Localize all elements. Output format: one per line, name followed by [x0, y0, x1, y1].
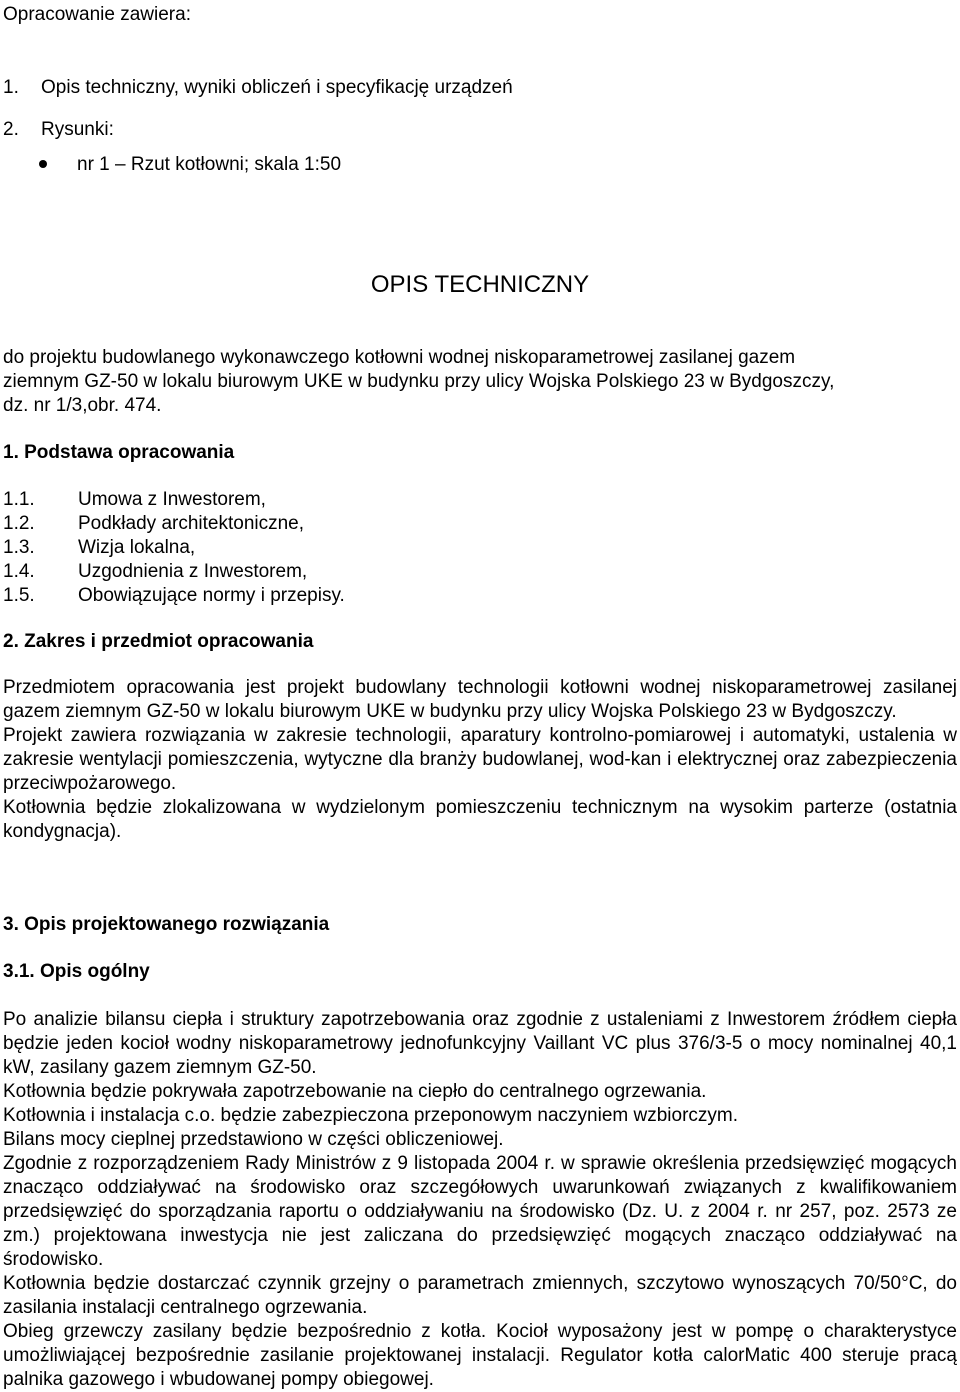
section-2-body [3, 676, 957, 844]
paragraph: Kotłownia będzie pokrywała zapotrzebowanie na ciepło do centralnego ogrzewania. [3, 1081, 707, 1102]
contents-item-number: 2. [3, 119, 19, 140]
contents-item-text: Rysunki: [41, 119, 114, 140]
intro-paragraph [3, 346, 957, 418]
paragraph: Kotłownia będzie dostarczać czynnik grzejny o parametrach zmiennych, szczytowo wynoszących 70/50°C, do zasilania instalacji centralnego ogrzewania. [3, 1273, 957, 1318]
basis-item-number: 1.4. [3, 561, 35, 582]
paragraph: Kotłownia będzie zlokalizowana w wydzielonym pomieszczeniu technicznym na wysokim parterze (ostatnia kondygnacja). [3, 797, 957, 842]
section-2-heading: 2. Zakres i przedmiot opracowania [3, 631, 314, 652]
basis-item-text: Podkłady architektoniczne, [78, 513, 305, 534]
section-3-heading: 3. Opis projektowanego rozwiązania [3, 914, 330, 935]
page-title: OPIS TECHNICZNY [370, 271, 590, 298]
basis-item-number: 1.2. [3, 513, 35, 534]
basis-item-number: 1.5. [3, 585, 35, 606]
paragraph: Projekt zawiera rozwiązania w zakresie technologii, aparatury kontrolno-pomiarowej i automatyki, ustalenia w zakresie wentylacji pomieszczenia, wytyczne dla branży budowlanej, wod-kan i elektrycznej oraz zabezpieczenia przeciwpożarowego. [3, 725, 957, 794]
paragraph: Przedmiotem opracowania jest projekt budowlany technologii kotłowni wodnej niskoparametrowej zasilanej gazem ziemnym GZ-50 w lokalu biurowym UKE w budynku przy ulicy Wojska Polskiego 23 w Bydgoszczy. [3, 677, 957, 722]
paragraph: Bilans mocy cieplnej przedstawiono w części obliczeniowej. [3, 1129, 504, 1150]
paragraph: Kotłownia i instalacja c.o. będzie zabezpieczona przeponowym naczyniem wzbiorczym. [3, 1105, 739, 1126]
basis-item-number: 1.1. [3, 489, 35, 510]
section-3-1-body [3, 1008, 957, 1392]
basis-item-number: 1.3. [3, 537, 35, 558]
basis-item-text: Uzgodnienia z Inwestorem, [78, 561, 308, 582]
contents-label: Opracowanie zawiera: [3, 4, 191, 25]
basis-item-text: Obowiązujące normy i przepisy. [78, 585, 345, 606]
intro-line: ziemnym GZ-50 w lokalu biurowym UKE w budynku przy ulicy Wojska Polskiego 23 w Bydgoszczy, [3, 371, 835, 392]
basis-item-text: Umowa z Inwestorem, [78, 489, 266, 510]
paragraph: Obieg grzewczy zasilany będzie bezpośrednio z kotła. Kocioł wyposażony jest w pompę o charakterystyce umożliwiającej bezpośrednie zasilanie projektowanej instalacji. Regulator kotła calorMatic 400 steruje pracą palnika gazowego i wbudowanej pompy obiegowej. [3, 1321, 957, 1390]
section-3-1-heading: 3.1. Opis ogólny [3, 961, 150, 982]
drawing-item: nr 1 – Rzut kotłowni; skala 1:50 [77, 154, 342, 175]
bullet-icon [39, 160, 47, 168]
intro-line: do projektu budowlanego wykonawczego kotłowni wodnej niskoparametrowej zasilanej gazem [3, 347, 796, 368]
paragraph: Zgodnie z rozporządzeniem Rady Ministrów z 9 listopada 2004 r. w sprawie określenia przedsięwzięć mogących znacząco oddziaływać na środowisko oraz szczegółowych uwarunkowań związanych z kwalifikowaniem przedsięwzięć do sporządzania raportu o oddziaływaniu na środowisko (Dz. U. z 2004 r. nr 257, poz. 2573 ze zm.) projektowana inwestycja nie jest zaliczana do przedsięwzięć mogących znacząco oddziaływać na środowisko. [3, 1153, 957, 1270]
contents-item-number: 1. [3, 77, 19, 98]
paragraph: Po analizie bilansu ciepła i struktury zapotrzebowania oraz zgodnie z ustaleniami z Inwestorem źródłem ciepła będzie jeden kocioł wodny niskoparametrowy jednofunkcyjny Vaillant VC plus 376/3-5 o mocy nominalnej 40,1 kW, zasilany gazem ziemnym GZ-50. [3, 1009, 957, 1078]
contents-item-text: Opis techniczny, wyniki obliczeń i specyfikację urządzeń [41, 77, 513, 98]
section-1-heading: 1. Podstawa opracowania [3, 442, 235, 463]
basis-item-text: Wizja lokalna, [78, 537, 196, 558]
intro-line: dz. nr 1/3,obr. 474. [3, 395, 162, 416]
